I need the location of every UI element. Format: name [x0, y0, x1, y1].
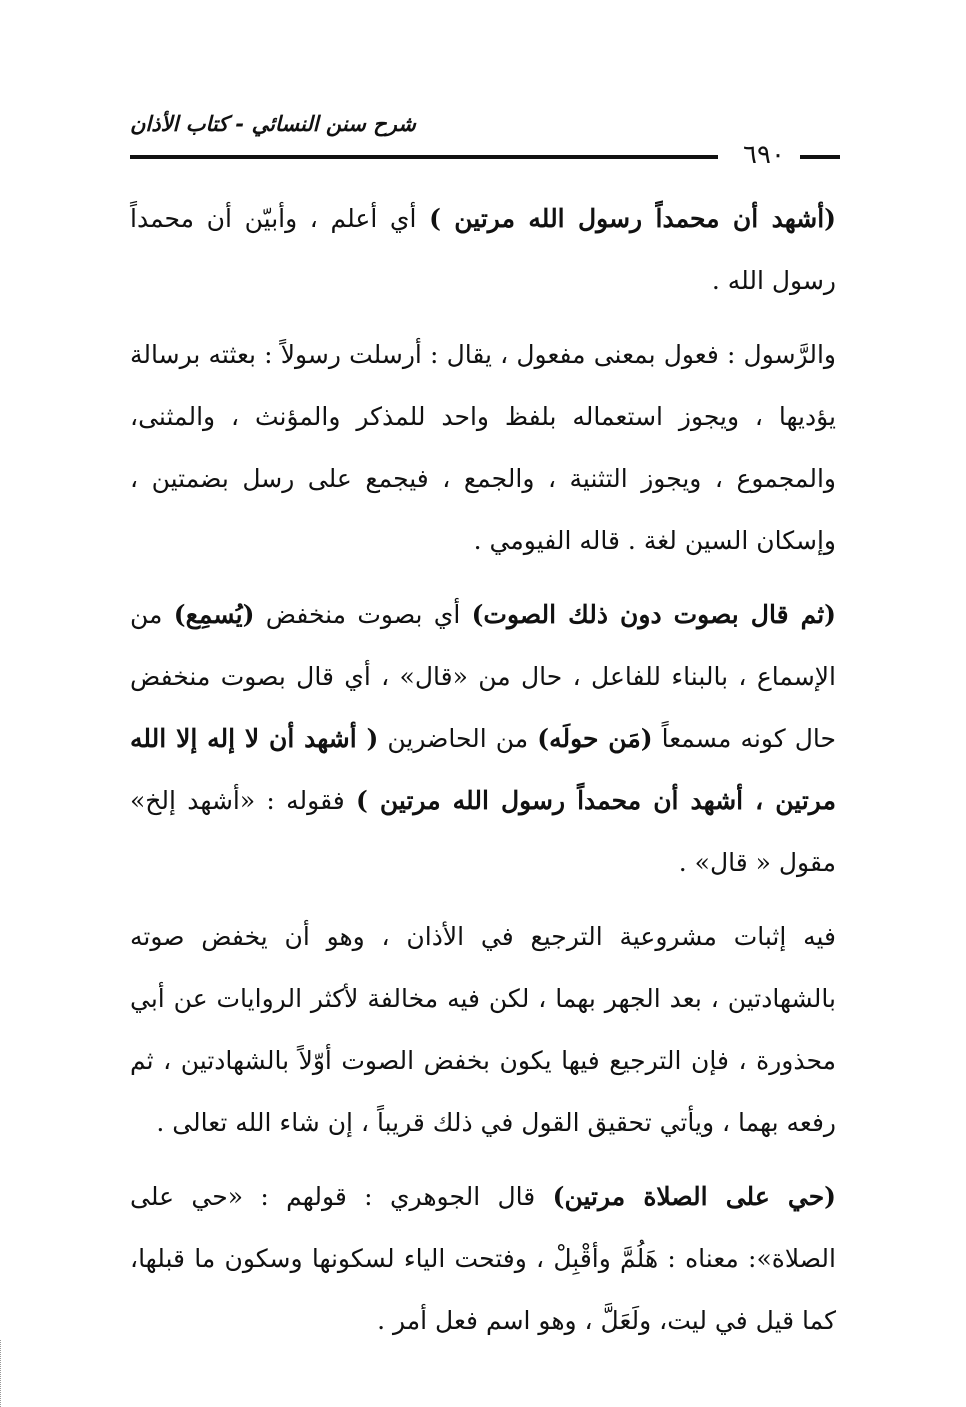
text-segment: (يُسمِع) — [173, 600, 255, 629]
paragraph-4 — [130, 906, 836, 1154]
text-segment: فقوله : «أشهد إلخ» مقول « قال» . — [130, 786, 836, 877]
text-segment: (حي على الصلاة مرتين) — [552, 1182, 836, 1211]
text-segment: فيه إثبات مشروعية الترجيع في الأذان ، وهو أن يخفض صوته بالشهادتين ، بعد الجهر بهما ، لكن فيه مخالفة لأكثر الروايات عن أبي محذورة ، فإن الترجيع فيها يكون بخفض الصوت أوّلاً بالشهادتين ، ثم رفعه بهما ، ويأتي تحقيق القول في ذلك قريباً ، إن شاء الله تعالى . — [130, 922, 836, 1137]
header-rule-short — [800, 155, 840, 159]
text-segment: والرَّسول : فعول بمعنى مفعول ، يقال : أرسلت رسولاً : بعثته برسالة يؤديها ، ويجوز استعماله بلفظ واحد للمذكر والمؤنث ، والمثنى، والمجموع ، ويجوز التثنية ، والجمع ، فيجمع على رسل بضمتين ، وإسكان السين لغة . قاله الفيومي . — [130, 340, 836, 555]
text-segment: (أشهد أن محمداً رسول الله مرتين ) — [429, 204, 836, 233]
text-segment: أي أعلم ، وأبيّن أن محمداً رسول الله . — [130, 204, 836, 295]
paragraph-3 — [130, 584, 836, 894]
text-segment: (ثم قال بصوت دون ذلك الصوت) — [471, 600, 837, 629]
page-number: ٦٩٠ — [743, 140, 785, 170]
header-rule — [130, 155, 718, 159]
text-segment: ( أشهد أن لا إله إلا الله مرتين ، أشهد أن محمداً رسول الله مرتين ) — [130, 724, 836, 815]
paragraph-1 — [130, 188, 836, 312]
body-text — [130, 188, 836, 1352]
text-segment: من الإسماع ، بالبناء للفاعل ، حال من «قال» ، أي قال بصوت منخفض حال كونه مسمعاً — [130, 600, 836, 753]
paragraph-5 — [130, 1166, 836, 1352]
running-header-title: شرح سنن النسائي - كتاب الأذان — [130, 112, 416, 136]
text-segment: (مَن حولَه) — [537, 724, 653, 753]
text-segment: من الحاضرين — [378, 724, 538, 753]
text-segment: أي بصوت منخفض — [254, 600, 472, 629]
scan-edge-marks — [0, 1340, 7, 1407]
text-segment: قال الجوهري : قولهم : «حي على الصلاة»: معناه : هَلُمَّ وأقْبِلْ ، وفتحت الياء لسكونها وسكون ما قبلها، كما قيل في ليت، ولَعَلَّ ، وهو اسم فعل أمر . — [130, 1182, 836, 1335]
paragraph-2 — [130, 324, 836, 572]
